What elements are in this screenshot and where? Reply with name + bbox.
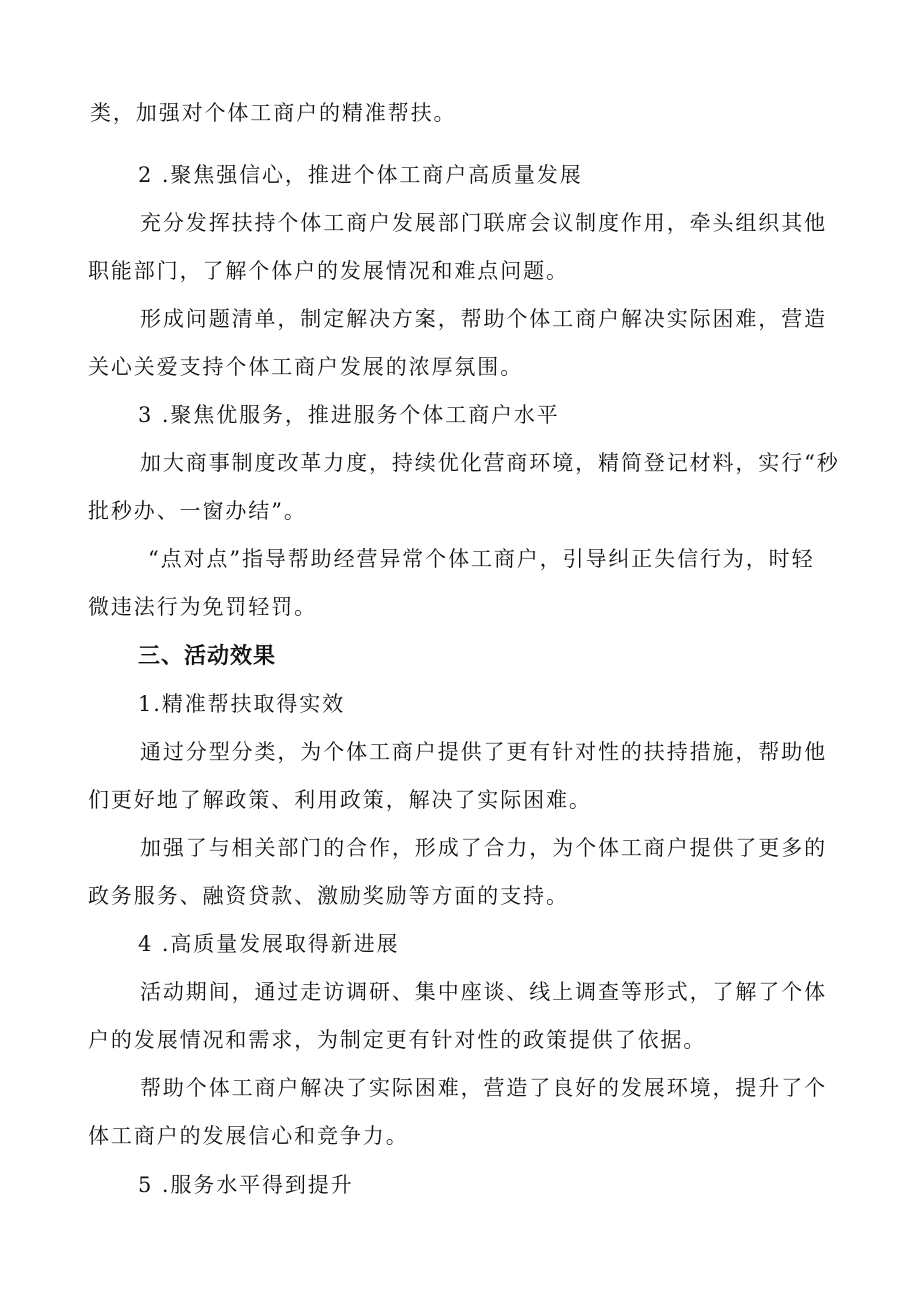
paragraph-line: 批秒办、一窗办结”。 [88, 499, 307, 523]
paragraph-line: 充分发挥扶持个体工商户发展部门联席会议制度作用，牵头组织其他 [140, 211, 827, 235]
paragraph-line: 们更好地了解政策、利用政策，解决了实际困难。 [88, 788, 592, 812]
section-title: 1.精准帮扶取得实效 [138, 692, 346, 716]
paragraph-line: 加强了与相关部门的合作，形成了合力，为个体工商户提供了更多的 [140, 836, 827, 860]
chapter-heading: 三、活动效果 [138, 644, 277, 669]
paragraph-line: 通过分型分类，为个体工商户提供了更有针对性的扶持措施，帮助他 [140, 740, 827, 764]
paragraph-line: 类，加强对个体工商户的精准帮扶。 [90, 101, 457, 125]
section-title: 4 .高质量发展取得新进展 [138, 932, 400, 956]
section-title: 2 .聚焦强信心，推进个体工商户高质量发展 [138, 163, 583, 187]
paragraph-line: 政务服务、融资贷款、激励奖励等方面的支持。 [88, 884, 569, 908]
paragraph-line: 体工商户的发展信心和竞争力。 [88, 1124, 409, 1148]
paragraph-line: 加大商事制度改革力度，持续优化营商环境，精简登记材料，实行“秒 [140, 451, 840, 475]
paragraph-line: 户的发展情况和需求，为制定更有针对性的政策提供了依据。 [88, 1028, 707, 1052]
paragraph-line: 帮助个体工商户解决了实际困难，营造了良好的发展环境，提升了个 [140, 1076, 827, 1100]
section-title: 5 .服务水平得到提升 [138, 1173, 354, 1197]
paragraph-line: “点对点”指导帮助经营异常个体工商户，引导纠正失信行为，时轻 [148, 547, 815, 571]
paragraph-line: 活动期间，通过走访调研、集中座谈、线上调查等形式，了解了个体 [140, 980, 827, 1004]
paragraph-line: 关心关爱支持个体工商户发展的浓厚氛围。 [88, 355, 524, 379]
paragraph-line: 职能部门，了解个体户的发展情况和难点问题。 [88, 259, 569, 283]
paragraph-line: 形成问题清单，制定解决方案，帮助个体工商户解决实际困难，营造 [140, 307, 827, 331]
paragraph-line: 微违法行为免罚轻罚。 [88, 595, 317, 619]
section-title: 3 .聚焦优服务，推进服务个体工商户水平 [138, 403, 560, 427]
